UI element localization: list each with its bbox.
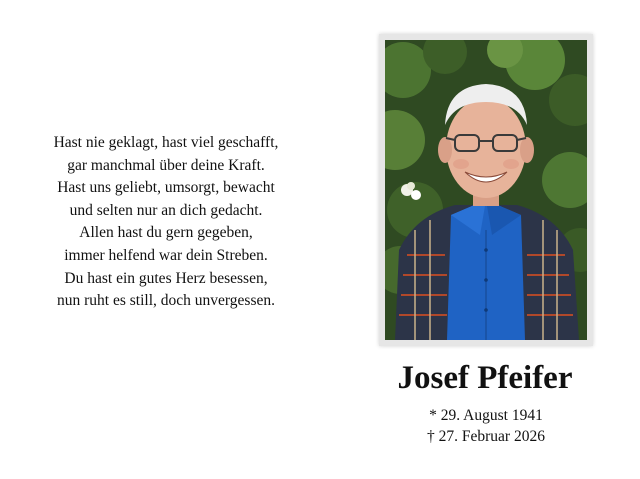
birth-date: * 29. August 1941	[429, 407, 543, 424]
poem-line: Hast uns geliebt, umsorgt, bewacht	[57, 179, 275, 197]
poem-line: Allen hast du gern gegeben,	[79, 224, 253, 242]
life-dates	[386, 405, 586, 447]
memorial-poem	[8, 132, 324, 313]
poem-line: nun ruht es still, doch unvergessen.	[57, 292, 275, 310]
poem-line: Du hast ein gutes Herz besessen,	[64, 269, 268, 287]
death-date: † 27. Februar 2026	[427, 428, 545, 445]
deceased-name: Josef Pfeifer	[397, 360, 573, 396]
poem-line: und selten nur an dich gedacht.	[69, 201, 263, 219]
poem-line: gar manchmal über deine Kraft.	[67, 156, 265, 174]
poem-line: Hast nie geklagt, hast viel geschafft,	[53, 134, 279, 151]
portrait-photo	[385, 40, 587, 340]
portrait-frame	[379, 34, 593, 346]
poem-line: immer helfend war dein Streben.	[64, 246, 268, 264]
